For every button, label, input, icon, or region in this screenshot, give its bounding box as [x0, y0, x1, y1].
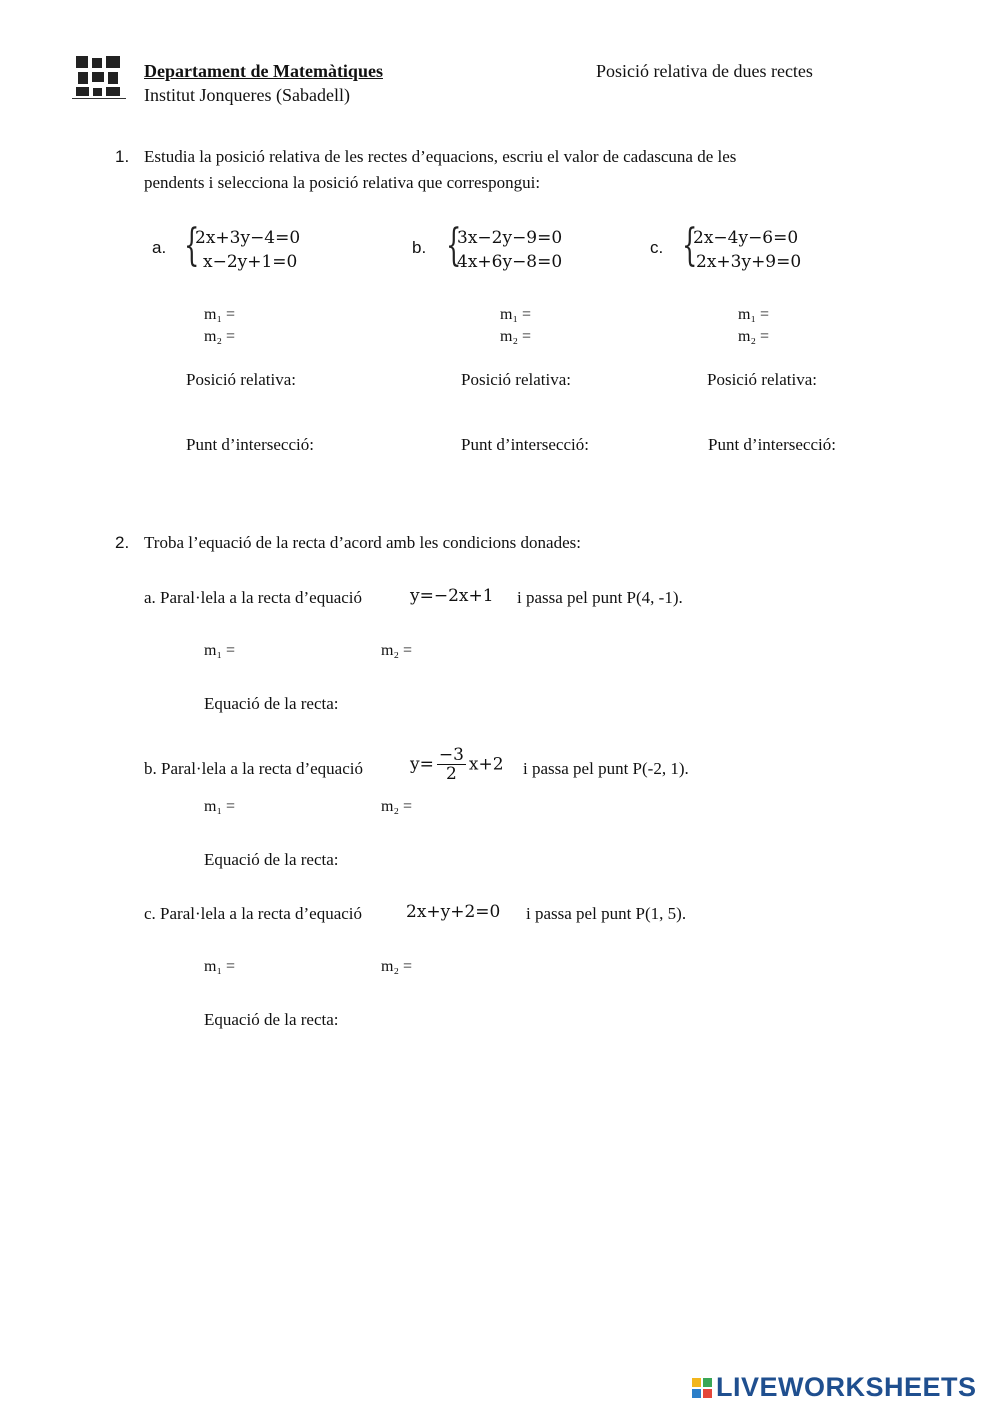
q2a-tail: i passa pel punt P(4, -1). [517, 588, 683, 607]
q1b-equation-1: 3x−2y−9=0 [457, 228, 563, 248]
q2c-m2: m₂ = [381, 958, 413, 975]
q2a-intro: a. Paral·lela a la recta d’equació [144, 588, 363, 607]
q2c-equation-label: Equació de la recta: [204, 1010, 339, 1029]
q2c-intro: c. Paral·lela a la recta d’equació [144, 904, 363, 923]
q2a-equation: y=−2x+1 [410, 586, 494, 606]
q1a-equation-2: x−2y+1=0 [203, 252, 298, 272]
q1b-brace: { [446, 220, 462, 271]
worksheet-topic: Posició relativa de dues rectes [596, 61, 813, 81]
q1c-intersection-label: Punt d’intersecció: [708, 435, 836, 454]
q1-number: 1. [115, 147, 130, 166]
q1c-equation-2: 2x+3y+9=0 [696, 252, 802, 272]
q2c-equation: 2x+y+2=0 [406, 902, 501, 922]
q1a-brace: { [184, 220, 200, 271]
q2a-m2: m₂ = [381, 642, 413, 659]
q1a-m2: m₂ = [204, 328, 236, 345]
logo-square-4 [703, 1389, 712, 1398]
q2b-eq-rhs: x+2 [468, 754, 504, 775]
liveworksheets-icon [692, 1378, 712, 1398]
q1c-equation-1: 2x−4y−6=0 [693, 228, 799, 248]
q1c-label: c. [650, 238, 664, 257]
q2b-eq-lhs: y= [410, 754, 434, 775]
q1a-intersection-label: Punt d’intersecció: [186, 435, 314, 454]
q1-prompt-line2: pendents i selecciona la posició relativa que correspongui: [144, 173, 541, 192]
q1c-m2: m₂ = [738, 328, 770, 345]
q1-prompt-line1: Estudia la posició relativa de les rectes d’equacions, escriu el valor de cadascuna de les [144, 147, 737, 166]
q1c-brace: { [682, 220, 698, 271]
q1b-intersection-label: Punt d’intersecció: [461, 435, 589, 454]
school-logo [76, 56, 122, 102]
q2a-equation-label: Equació de la recta: [204, 694, 339, 713]
q2b-fraction-denominator: 2 [445, 764, 457, 784]
q1a-m1: m₁ = [204, 306, 236, 323]
q2c-m1: m₁ = [204, 958, 236, 975]
q2b-equation [410, 746, 504, 783]
q1a-equation-1: 2x+3y−4=0 [195, 228, 301, 248]
institute-name: Institut Jonqueres (Sabadell) [144, 85, 350, 105]
q1b-position-label: Posició relativa: [461, 370, 572, 389]
department-name: Departament de Matemàtiques [144, 61, 383, 81]
q2-prompt: Troba l’equació de la recta d’acord amb les condicions donades: [144, 533, 581, 552]
q1c-m1: m₁ = [738, 306, 770, 323]
q2a-m1: m₁ = [204, 642, 236, 659]
q2b-equation-label: Equació de la recta: [204, 850, 339, 869]
logo-square-1 [692, 1378, 701, 1387]
q2b-intro: b. Paral·lela a la recta d’equació [144, 759, 363, 778]
q2b-fraction-numerator: −3 [438, 745, 464, 765]
q2b-m2: m₂ = [381, 798, 413, 815]
liveworksheets-logo[interactable] [692, 1372, 977, 1403]
q1b-equation-2: 4x+6y−8=0 [457, 252, 563, 272]
q1b-label: b. [412, 238, 427, 257]
logo-square-3 [692, 1389, 701, 1398]
logo-square-2 [703, 1378, 712, 1387]
q1c-position-label: Posició relativa: [707, 370, 818, 389]
q2-number: 2. [115, 533, 130, 552]
q1b-m1: m₁ = [500, 306, 532, 323]
q1a-position-label: Posició relativa: [186, 370, 297, 389]
q2b-fraction [437, 746, 466, 783]
q2b-tail: i passa pel punt P(-2, 1). [523, 759, 689, 778]
q2c-tail: i passa pel punt P(1, 5). [526, 904, 687, 923]
q2b-m1: m₁ = [204, 798, 236, 815]
q1a-label: a. [152, 238, 167, 257]
liveworksheets-brand: LIVEWORKSHEETS [716, 1372, 977, 1402]
q1b-m2: m₂ = [500, 328, 532, 345]
